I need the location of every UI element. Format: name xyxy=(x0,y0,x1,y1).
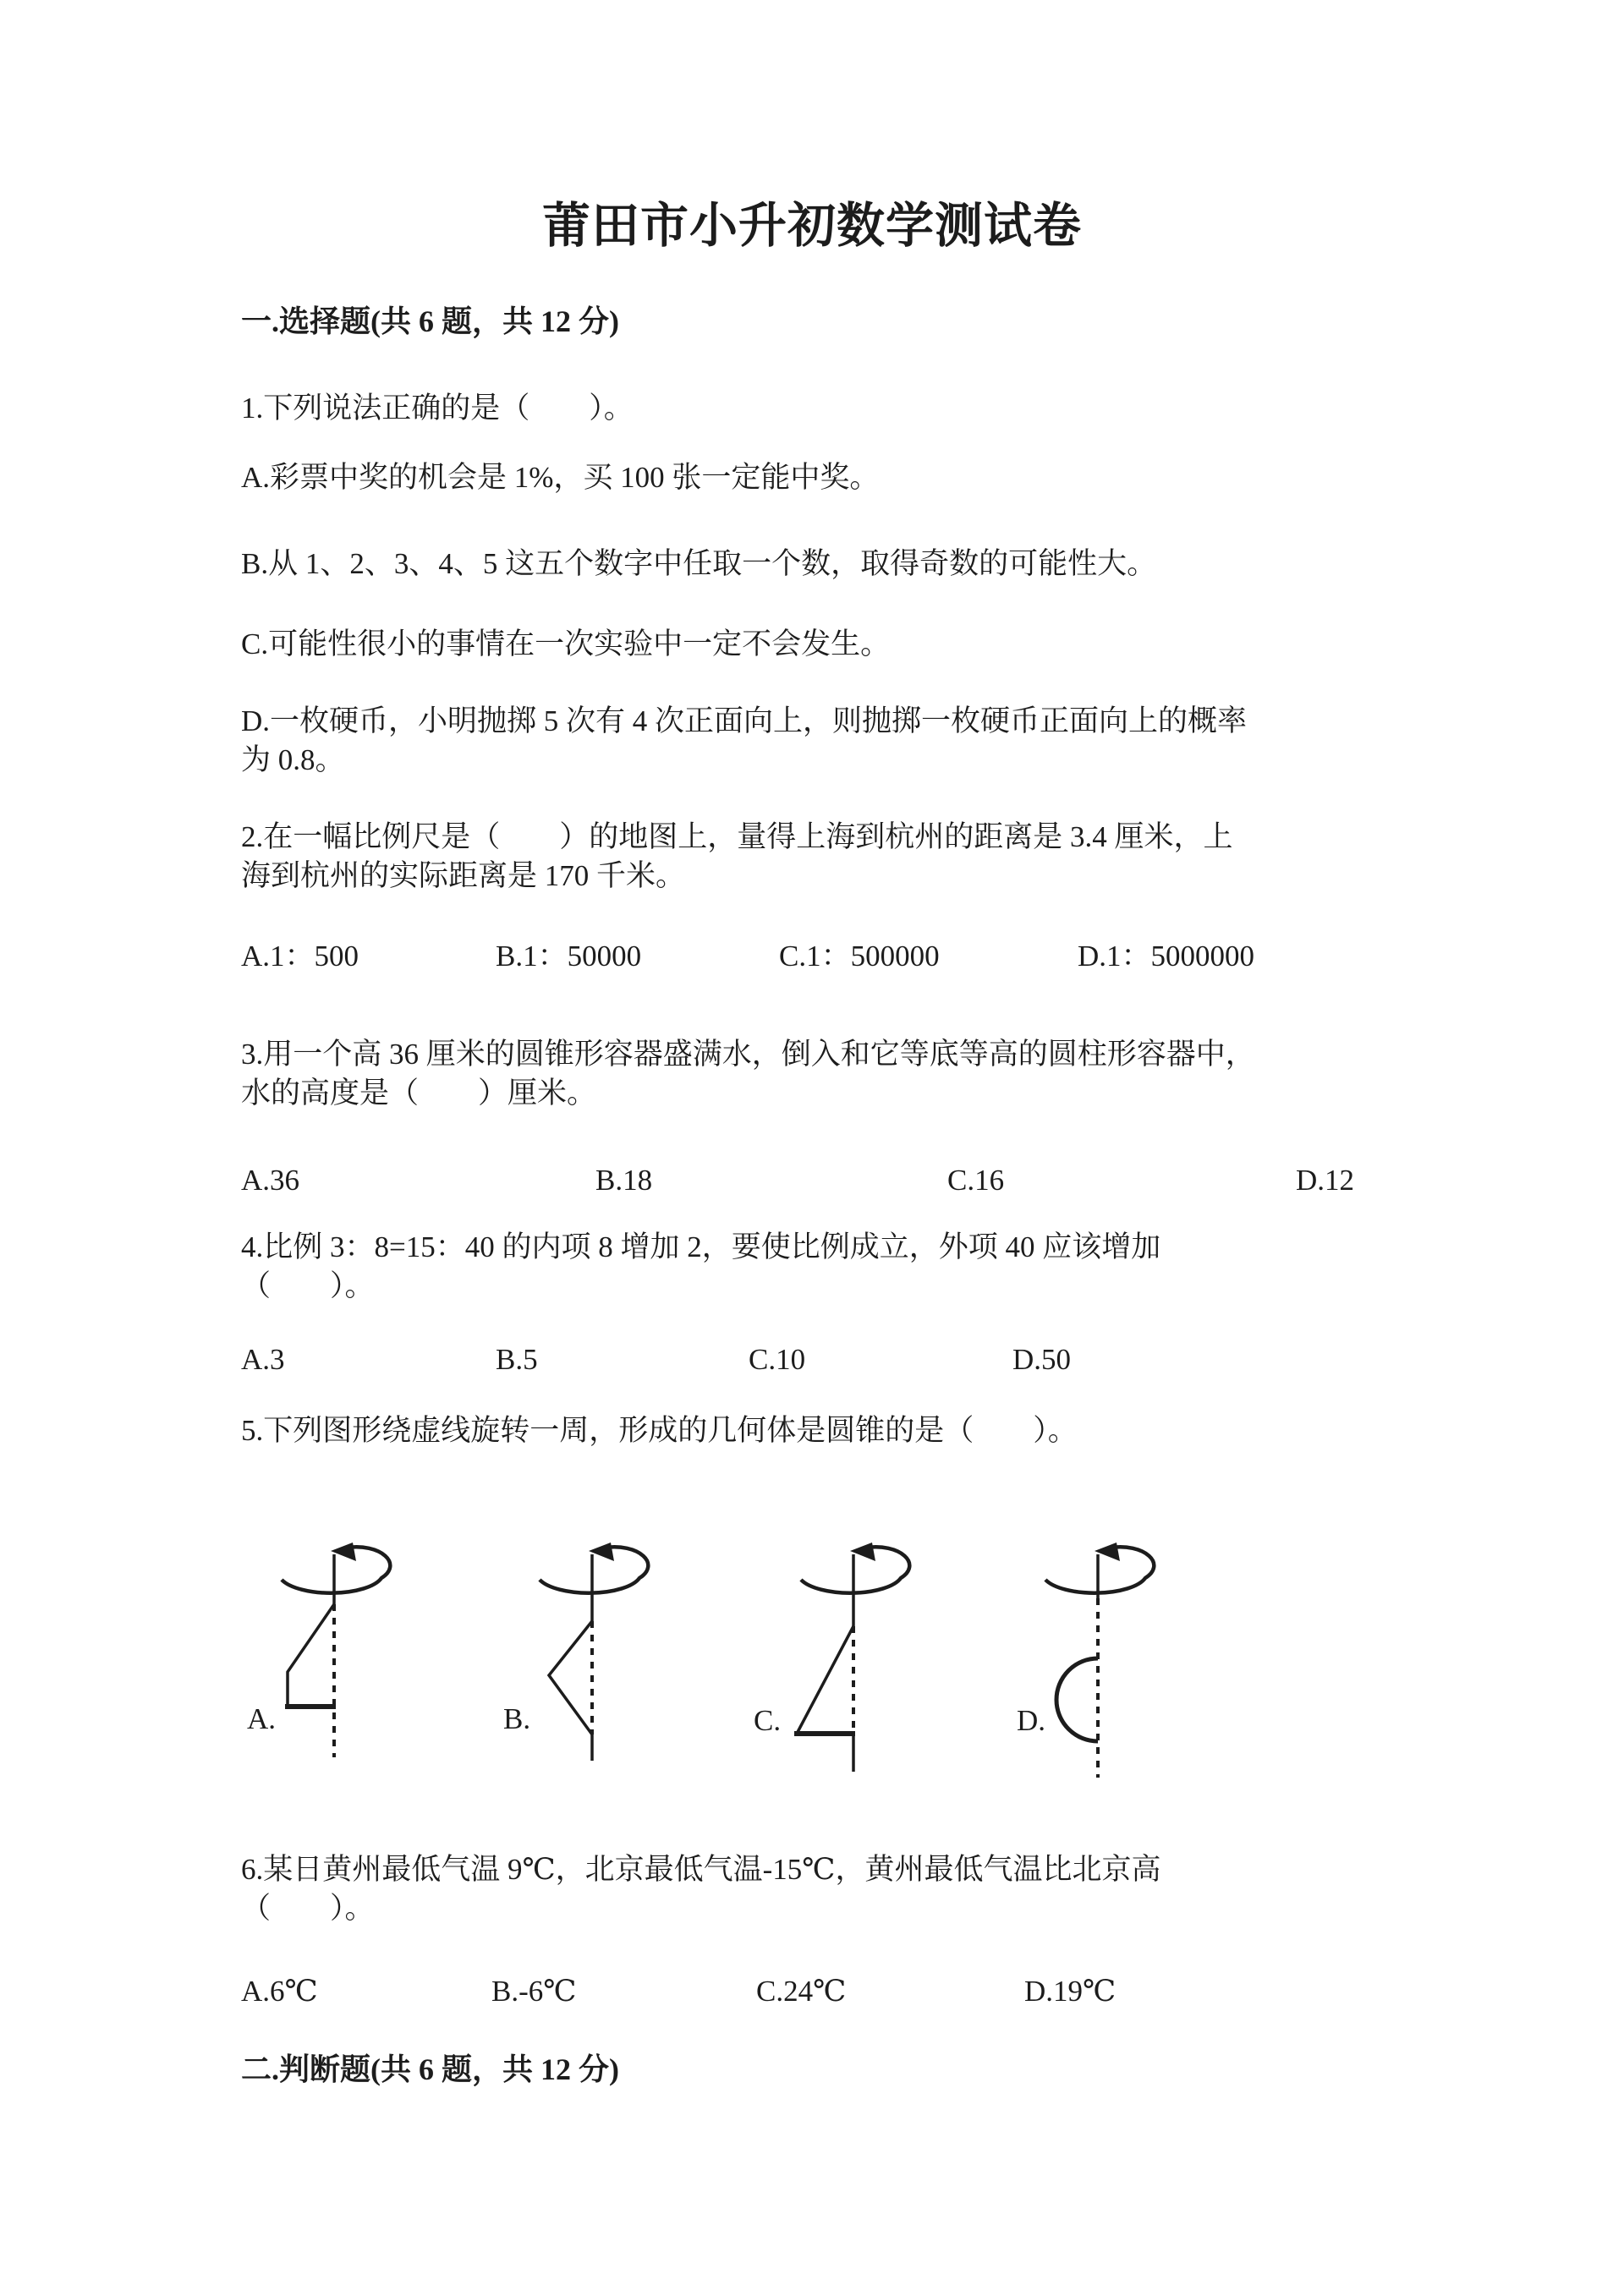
semicircle-shape xyxy=(1056,1658,1098,1741)
rotation-arrow-icon xyxy=(801,1547,909,1592)
question-1-option-d-line-1: D.一枚硬币，小明抛掷 5 次有 4 次正面向上，则抛掷一枚硬币正面向上的概率 xyxy=(241,704,1248,737)
page-title: 莆田市小升初数学测试卷 xyxy=(542,200,1082,253)
question-3-stem-line-2: 水的高度是（ ）厘米。 xyxy=(241,1077,597,1110)
question-6-stem-line-1: 6.某日黄州最低气温 9℃，北京最低气温-15℃，黄州最低气温比北京高 xyxy=(241,1853,1161,1886)
figure-c-rotation-diagram xyxy=(764,1541,933,1782)
figure-b-label: B. xyxy=(503,1702,531,1735)
question-6-options-row xyxy=(241,1972,1383,2011)
question-2-stem-line-2: 海到杭州的实际距离是 170 千米。 xyxy=(241,859,686,892)
question-2-option-d: D.1：5000000 xyxy=(1078,940,1255,973)
figure-d-rotation-diagram xyxy=(1009,1541,1178,1782)
rotation-arrow-icon xyxy=(282,1547,390,1592)
question-4-options-row xyxy=(241,1340,1383,1379)
question-6-option-a: A.6℃ xyxy=(241,1975,318,2008)
triangle-left-shape xyxy=(549,1621,592,1734)
question-4-option-a: A.3 xyxy=(241,1343,285,1376)
figure-a-rotation-diagram xyxy=(241,1541,410,1782)
question-6-stem-line-2: （ ）。 xyxy=(241,1892,375,1925)
right-triangle-hypotenuse xyxy=(797,1626,853,1734)
question-1-option-d-line-2: 为 0.8。 xyxy=(241,743,345,776)
question-3-stem-line-1: 3.用一个高 36 厘米的圆锥形容器盛满水，倒入和它等底等高的圆柱形容器中， xyxy=(241,1038,1255,1071)
figure-b-rotation-diagram xyxy=(497,1541,667,1782)
question-3-option-a: A.36 xyxy=(241,1164,300,1197)
question-4-option-c: C.10 xyxy=(749,1343,806,1376)
question-4-option-b: B.5 xyxy=(496,1343,538,1376)
question-4-stem-line-1: 4.比例 3：8=15：40 的内项 8 增加 2，要使比例成立，外项 40 应该增加 xyxy=(241,1230,1161,1263)
trapezoid-shape xyxy=(288,1604,334,1705)
question-2-option-a: A.1：500 xyxy=(241,940,359,973)
section-1-heading: 一.选择题(共 6 题，共 12 分) xyxy=(241,304,619,338)
question-6-option-c: C.24℃ xyxy=(756,1975,847,2008)
question-3-option-c: C.16 xyxy=(947,1164,1005,1197)
question-4-stem-line-2: （ ）。 xyxy=(241,1269,375,1302)
question-6-option-d: D.19℃ xyxy=(1024,1975,1116,2008)
question-2-stem-line-1: 2.在一幅比例尺是（ ）的地图上，量得上海到杭州的距离是 3.4 厘米，上 xyxy=(241,820,1233,853)
question-1-option-b: B.从 1、2、3、4、5 这五个数字中任取一个数，取得奇数的可能性大。 xyxy=(241,547,1157,580)
question-3-option-b: B.18 xyxy=(595,1164,653,1197)
rotation-arrow-icon xyxy=(540,1547,648,1592)
question-1-stem: 1.下列说法正确的是（ ）。 xyxy=(241,392,634,425)
figure-a-label: A. xyxy=(247,1702,277,1735)
figure-d-label: D. xyxy=(1017,1704,1046,1737)
question-6-option-b: B.-6℃ xyxy=(491,1975,577,2008)
section-2-heading: 二.判断题(共 6 题，共 12 分) xyxy=(241,2052,619,2086)
figure-c-label: C. xyxy=(754,1704,782,1737)
question-5-stem: 5.下列图形绕虚线旋转一周，形成的几何体是圆锥的是（ ）。 xyxy=(241,1414,1078,1447)
question-1-option-c: C.可能性很小的事情在一次实验中一定不会发生。 xyxy=(241,627,891,660)
question-4-option-d: D.50 xyxy=(1012,1343,1072,1376)
question-2-option-b: B.1：50000 xyxy=(496,940,642,973)
rotation-arrow-icon xyxy=(1045,1547,1154,1592)
question-1-option-a: A.彩票中奖的机会是 1%，买 100 张一定能中奖。 xyxy=(241,461,880,494)
question-2-options-row xyxy=(241,937,1383,976)
question-3-option-d: D.12 xyxy=(1296,1164,1355,1197)
question-3-options-row xyxy=(241,1161,1383,1200)
question-2-option-c: C.1：500000 xyxy=(779,940,940,973)
